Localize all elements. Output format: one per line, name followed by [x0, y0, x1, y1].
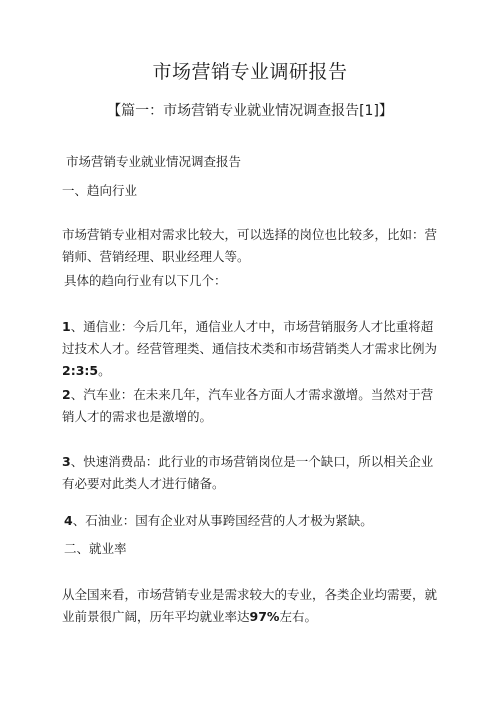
list-item-auto	[62, 384, 440, 428]
section2-text	[62, 584, 440, 628]
list-item-text: 、快速消费品：此行业的市场营销岗位是一个缺口，所以相关企业有必要对此类人才进行储备。	[62, 454, 434, 491]
list-item-petroleum	[64, 510, 442, 532]
section2-text-b: 左右。	[279, 609, 317, 624]
list-item-number: 3	[62, 454, 71, 469]
section2-heading: 二、就业率	[64, 541, 127, 556]
list-item-telecom	[62, 316, 440, 382]
list-item-fmcg	[62, 451, 440, 495]
ratio-value: 2:3:5	[62, 363, 99, 378]
section1-list-intro: 具体的趋向行业有以下几个：	[64, 273, 227, 288]
employment-rate: 97%	[249, 609, 280, 624]
section1-intro: 市场营销专业相对需求比较大，可以选择的岗位也比较多，比如：营销师、营销经理、职业经理人等。	[62, 227, 438, 264]
list-item-text: 、汽车业：在未来几年，汽车业各方面人才需求激增。当然对于营销人才的需求也是激增的。	[62, 387, 434, 424]
section2-text-a: 从全国来看，市场营销专业是需求较大的专业，各类企业均需要，就业前景很广阔，历年平均就业率达	[62, 587, 438, 624]
list-item-number: 4	[64, 513, 73, 528]
list-item-text: 、通信业：今后几年，通信业人才中，市场营销服务人才比重将超过技术人才。经营管理类、通信技术类和市场营销类人才需求比例为	[62, 319, 438, 356]
list-item-number: 1	[62, 319, 71, 334]
document-title: 市场营销专业调研报告	[152, 61, 348, 83]
list-item-text: 、石油业：国有企业对从事跨国经营的人才极为紧缺。	[72, 513, 373, 528]
section1-heading: 一、趋向行业	[62, 183, 138, 198]
list-item-number: 2	[62, 387, 71, 402]
report-heading: 市场营销专业就业情况调查报告	[66, 154, 242, 169]
list-item-end: 。	[98, 363, 111, 378]
document-subtitle: 【篇一：市场营销专业就业情况调查报告[1]】	[107, 103, 393, 119]
